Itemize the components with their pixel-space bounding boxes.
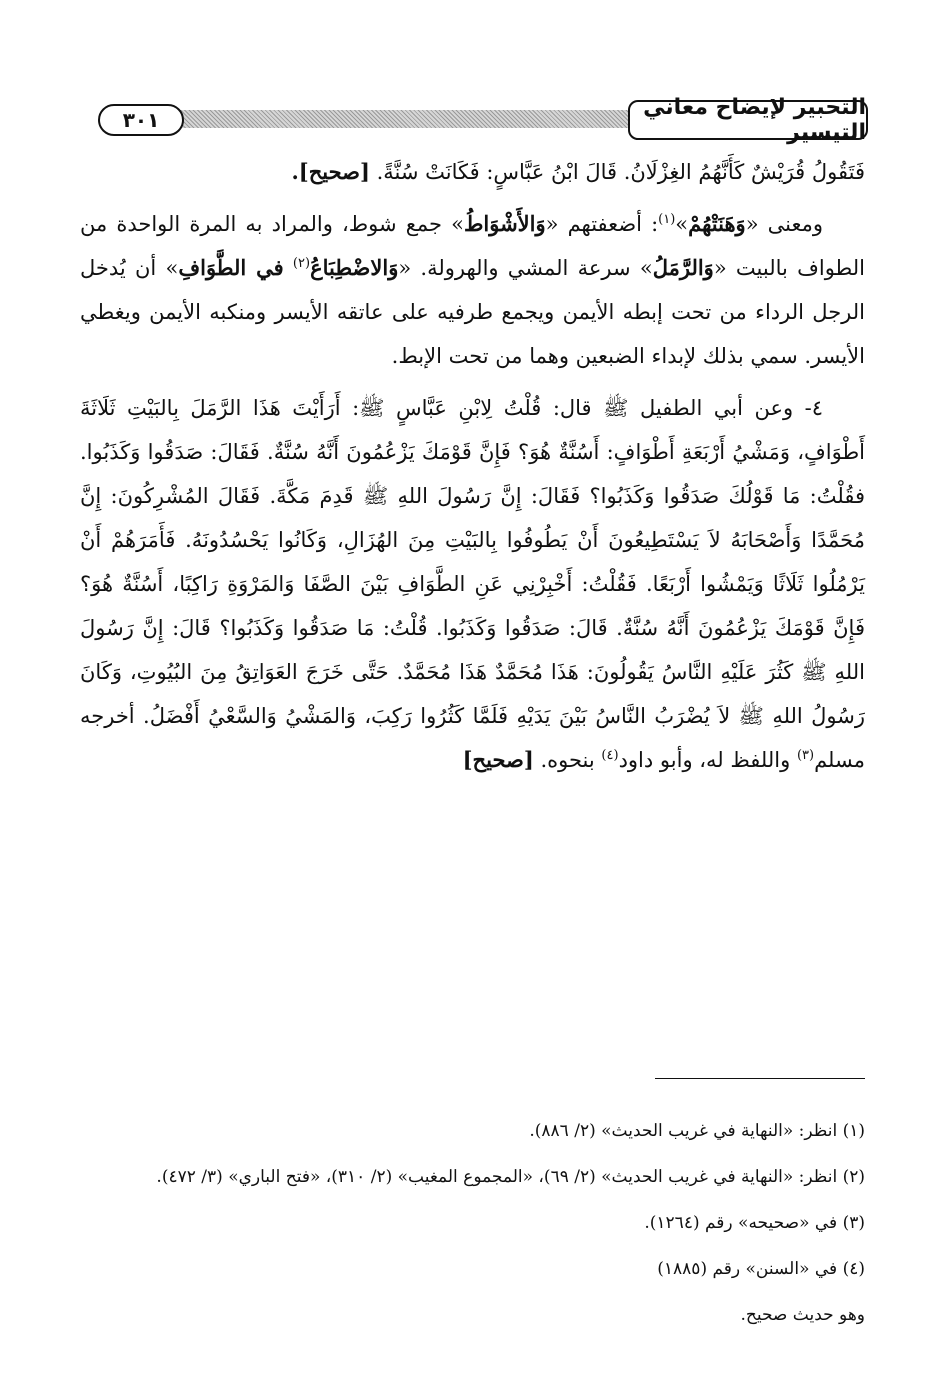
footnote-ref-1: (١) xyxy=(658,212,676,227)
footnote-ref-3: (٣) xyxy=(796,748,815,763)
footnote-2: (٢) انظر: «النهاية في غريب الحديث» (٢/ ٦٩)، «المجموع المغيب» (٢/ ٣١٠)، «فتح الباري» (٣/ ٤٧٢). xyxy=(156,1167,865,1187)
footnote-3: (٣) في «صحيحه» رقم (١٢٦٤). xyxy=(644,1213,865,1233)
footnote-4: (٤) في «السنن» رقم (١٨٨٥) xyxy=(657,1259,865,1279)
text-run: » سرعة المشي والهرولة. « xyxy=(398,256,653,280)
text-run: بنحوه. xyxy=(540,748,602,772)
text-run: ومعنى « xyxy=(745,212,824,236)
term-wahanathum: وَهَنَتْهُمْ xyxy=(688,211,746,236)
footnote-1: (١) انظر: «النهاية في غريب الحديث» (٢/ ٨٨٦). xyxy=(529,1121,865,1141)
page-number-frame xyxy=(98,104,184,136)
text-run: واللفظ له، وأبو داود xyxy=(618,748,797,772)
grade-label: [صحيح] xyxy=(462,747,534,772)
text-run: : أضعفتهم « xyxy=(545,212,659,236)
paragraph-2 xyxy=(80,202,865,378)
footnotes xyxy=(80,1108,865,1338)
header-decorative-band xyxy=(168,110,638,128)
term-fi-altawaf: في الطَّوَافِ xyxy=(178,255,284,280)
grade-label: [صحيح]. xyxy=(291,159,370,184)
footnote-note: وهو حديث صحيح. xyxy=(740,1305,865,1325)
term-ramal: وَالرَّمَلُ xyxy=(652,255,714,280)
header-title-frame xyxy=(628,95,868,145)
paragraph-1 xyxy=(80,150,865,194)
text-run: » xyxy=(675,212,689,236)
footnote-ref-2: (٢) xyxy=(292,256,311,271)
term-idtiba: وَالاضْطِبَاعُ xyxy=(310,255,399,280)
page-header xyxy=(98,95,868,145)
text-run: » جمع شوط، والمراد به المرة الواحدة من الطواف بالبيت « xyxy=(80,212,865,280)
term-ashwat: وَالأَشْوَاطُ xyxy=(463,211,546,236)
paragraph-1-text: فَتَقُولُ قُرَيْشٌ كَأَنَّهُمُ الغِزْلَانُ. قَالَ ابْنُ عَبَّاسٍ: فَكَانَتْ سُنَّةً. xyxy=(376,160,865,184)
text-run: » أن يُدخل الرجل الرداء من تحت إبطه الأيمن ويجمع طرفيه على عاتقه الأيسر ومنكبه الأيمن ويغطي الأيسر. سمي بذلك لإبداء الضبعين وهما من تحت الإبط. xyxy=(80,256,865,368)
hadith-text: ٤- وعن أبي الطفيل ﷺ قال: قُلْتُ لِابْنِ عَبَّاسٍ ﷺ: أَرَأَيْتَ هَذَا الرَّمَلَ بِالبَيْتِ ثَلَاثَةَ أَطْوَافٍ، وَمَشْيُ أَرْبَعَةِ أَطْوَافٍ: أَسُنَّةٌ هُوَ؟ فَإِنَّ قَوْمَكَ يَزْعُمُونَ أَنَّهُ سُنَّةٌ. فَقَالَ: صَدَقُوا وَكَذَبُوا. فقُلْتُ: مَا قَوْلُكَ صَدَقُوا وَكَذَبُوا؟ فَقَالَ: إِنَّ رَسُولَ اللهِ ﷺ قَدِمَ مَكَّةَ. فَقَالَ المُشْرِكُونَ: إِنَّ مُحَمَّدًا وَأَصْحَابَهُ لاَ يَسْتَطِيعُونَ أَنْ يَطُوفُوا بِالبَيْتِ مِنَ الهُزَالِ، وَكَانُوا يَحْسُدُونَهُ. فَأَمَرَهُمْ أَنْ يَرْمُلُوا ثَلَاثًا وَيَمْشُوا أَرْبَعًا. فَقُلْتُ: أَخْبِرْنِي عَنِ الطَّوَافِ بَيْنَ الصَّفَا وَالمَرْوَةِ رَاكِبًا، أَسُنَّةٌ هُوَ؟ فَإِنَّ قَوْمَكَ يَزْعُمُونَ أَنَّهُ سُنَّةٌ. قَالَ: صَدَقُوا وَكَذَبُوا. قُلْتُ: مَا صَدَقُوا وَكَذَبُوا؟ قَالَ: إِنَّ رَسُولَ اللهِ ﷺ كَثُرَ عَلَيْهِ النَّاسُ يَقُولُونَ: هَذَا مُحَمَّدٌ هَذَا مُحَمَّدٌ. حَتَّى خَرَجَ العَوَاتِقُ مِنَ البُيُوتِ، وَكَانَ رَسُولُ اللهِ ﷺ لاَ يُضْرَبُ النَّاسُ بَيْنَ يَدَيْهِ فَلَمَّا كَثُرُوا رَكِبَ، وَالمَشْيُ وَالسَّعْيُ أَفْضَلُ. أخرجه مسلم xyxy=(80,396,865,772)
paragraph-3 xyxy=(80,386,865,782)
footnote-separator xyxy=(655,1078,865,1079)
main-text xyxy=(80,150,865,782)
page-number: ٣٠١ xyxy=(122,108,160,132)
book-title: التحبير لإيضاح معاني التيسير xyxy=(643,95,866,145)
footnote-ref-4: (٤) xyxy=(601,748,619,763)
